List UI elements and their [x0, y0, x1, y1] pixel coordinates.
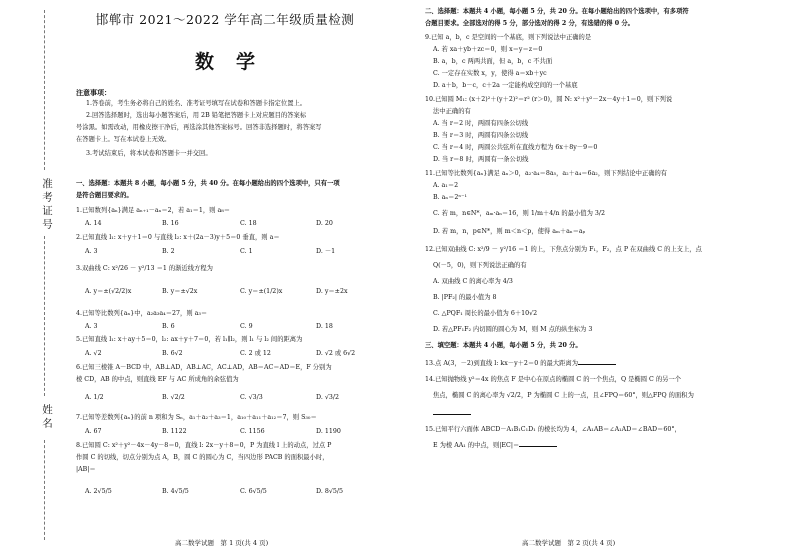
- question-10: 10.已知圆 M₁: (x＋2)²＋(y＋2)²＝r² (r＞0)，圆 N: x²＋y²－2x－4y＋1＝0，则下列说: [425, 96, 673, 103]
- option: B. |PF₂| 的最小值为 8: [433, 294, 497, 301]
- option: A. a₁＝2: [433, 182, 459, 189]
- option: C. 当 r＝4 时，两圆公共弦所在直线方程为 6x＋8y－9＝0: [433, 144, 598, 151]
- option: C. √3/3: [240, 394, 263, 401]
- option: B. 6√2: [162, 350, 183, 357]
- option: D. 1190: [316, 428, 341, 435]
- notice-line: 2.回答选择题时，选出每小题答案后，用 2B 铅笔把答题卡上对应题目的答案标: [86, 112, 307, 119]
- name-label: 姓名: [41, 404, 53, 431]
- question-13-text: 13.点 A(3，－2)到直线 l: kx－y＋2＝0 的最大距离为: [425, 360, 579, 367]
- page-footer: 高二数学试题 第 1 页(共 4 页): [175, 539, 269, 547]
- option: A. 2√5/5: [85, 488, 112, 495]
- question-2: 2.已知直线 l₁: x＋y＋1＝0 与直线 l₂: x＋(2a－3)y＋5＝0 垂直，则 a＝: [76, 234, 280, 241]
- option: C. 一定存在实数 x，y，使得 a＝xb＋yc: [433, 70, 547, 77]
- option: B. a，b，c 两两共面，但 a，b，c 不共面: [433, 58, 553, 65]
- question-5: 5.已知直线 l₁: x＋ay＋5＝0，l₂: ax＋y＋7＝0，若 l₁∥l₂，则 l₁ 与 l₂ 间的距离为: [76, 336, 303, 343]
- answer-blank: [578, 358, 616, 365]
- question-8: 8.已知圆 C: x²＋y²－4x－4y－8＝0，直线 l: 2x－y＋8＝0，P 为直线 l 上的动点，过点 P: [76, 442, 332, 449]
- question-1: 1.已知数列{aₙ}满足 aₙ₊₁－aₙ＝2，若 a₁＝1，则 a₈＝: [76, 207, 231, 214]
- option: A. 双曲线 C 的离心率为 4/3: [433, 278, 513, 285]
- question-14-cont: 焦点，椭圆 C 的离心率为 √2/2，P 为椭圆 C 上的一点，且∠FPQ＝60°，则△FPQ 的面积为: [433, 392, 694, 399]
- notice-heading: 注意事项：: [76, 88, 111, 97]
- option: B. 16: [162, 220, 179, 227]
- question-6: 6.已知三棱锥 A－BCD 中，AB⊥AD，AB⊥AC，AC⊥AD，AB＝AC＝AD＝E，F 分别为: [76, 364, 332, 371]
- question-15-cont: [433, 440, 557, 450]
- option: D. 若 m，n，p∈N*，则 m＜n＜p，使得 aₘ＋aₙ＝aₚ: [433, 228, 586, 235]
- option: D. 当 r＝8 时，两圆有一条公切线: [433, 156, 529, 163]
- option: D. 若△PF₁F₂ 内切圆的圆心为 M，则 M 点的纵坐标为 3: [433, 326, 593, 333]
- option: B. 4√5/5: [162, 488, 189, 495]
- option: D. 8√5/5: [316, 488, 343, 495]
- exam-number-label: 准考证号: [41, 178, 53, 232]
- option: D. 18: [316, 323, 333, 330]
- option: C. 若 m，n∈N*，aₘ·aₙ＝16，则 1/m＋4/n 的最小值为 3/2: [433, 210, 606, 217]
- section-2-heading: 二、选择题：本题共 4 小题，每小题 5 分，共 20 分。在每小题给出的四个选项中，有多项符: [425, 8, 689, 15]
- option: B. 1122: [162, 428, 187, 435]
- option: C. y＝±(1/2)x: [240, 288, 283, 295]
- page-2: [397, 0, 794, 551]
- option: B. √2/2: [162, 394, 185, 401]
- question-15-text: E 为棱 AA₁ 的中点，则|EC|＝: [433, 442, 520, 449]
- question-3: 3.双曲线 C: x²/26 － y²/13 ＝1 的渐近线方程为: [76, 265, 213, 272]
- question-6-cont: 棱 CD，AB 的中点，则直线 EF 与 AC 所成角的余弦值为: [76, 376, 239, 383]
- option: A. 3: [85, 323, 98, 330]
- answer-blank: [519, 440, 557, 447]
- notice-line: 号涂黑。如需改动，用橡皮擦干净后，再选涂其他答案标号。回答非选择题时，将答案写: [76, 124, 322, 131]
- option: B. aₙ＝2ⁿ⁻¹: [433, 194, 467, 201]
- option: A. 14: [85, 220, 102, 227]
- section-1-heading: 一、选择题：本题共 8 小题，每小题 5 分，共 40 分。在每小题给出的四个选项中，只有一项: [76, 180, 340, 187]
- binding-margin: [0, 0, 70, 551]
- option: B. 当 r＝3 时，两圆有四条公切线: [433, 132, 529, 139]
- notice-line: 3.考试结束后，将本试卷和答题卡一并交回。: [86, 150, 212, 157]
- question-9: 9.已知 a，b，c 是空间的一个基底，则下列说法中正确的是: [425, 34, 592, 41]
- option: C. △PQF₁ 周长的最小值为 6＋10√2: [433, 310, 538, 317]
- option: A. 3: [85, 248, 98, 255]
- section-3-heading: 三、填空题：本题共 4 小题，每小题 5 分，共 20 分。: [425, 342, 582, 349]
- question-14: 14.已知抛物线 y²＝4x 的焦点 F 是中心在原点的椭圆 C 的一个焦点，Q 是椭圆 C 的另一个: [425, 376, 682, 383]
- option: C. 18: [240, 220, 257, 227]
- cut-line: [44, 440, 45, 540]
- question-8-cont: |AB|＝: [76, 466, 96, 473]
- notice-line: 1.答卷前，考生务必将自己的姓名、准考证号填写在试卷和答题卡指定位置上。: [86, 100, 307, 107]
- cut-line: [44, 236, 45, 396]
- question-13: [425, 358, 616, 368]
- page-footer: 高二数学试题 第 2 页(共 4 页): [522, 539, 616, 547]
- option: D. √3/2: [316, 394, 339, 401]
- option: D. a＋b，b－c，c＋2a 一定能构成空间的一个基底: [433, 82, 578, 89]
- option: B. 6: [162, 323, 175, 330]
- option: C. 1156: [240, 428, 265, 435]
- option: A. 1/2: [85, 394, 104, 401]
- question-7: 7.已知等差数列{aₙ}的前 n 项和为 Sₙ，a₁＋a₂＋a₃＝1，a₁₀＋a₁₁＋a₁₂＝7，则 S₃₀＝: [76, 414, 317, 421]
- question-4: 4.已知等比数列{aₙ}中，a₂a₃a₄＝27，则 a₃＝: [76, 310, 208, 317]
- option: C. 2 或 12: [240, 350, 271, 357]
- option: A. y＝±(√2/2)x: [85, 288, 132, 295]
- section-2-heading: 合题目要求。全部选对的得 5 分，部分选对的得 2 分，有选错的得 0 分。: [425, 20, 634, 27]
- option: D. －1: [316, 248, 336, 255]
- option: C. 1: [240, 248, 253, 255]
- question-12: 12.已知双曲线 C: x²/9 － y²/16 ＝1 的上，下焦点分别为 F₁，F₂，点 P 在双曲线 C 的上支上，点: [425, 246, 702, 253]
- question-12-cont: Q(－5，0)，则下列说法正确的有: [433, 262, 527, 269]
- option: A. √2: [85, 350, 102, 357]
- option: D. √2 或 6√2: [316, 350, 356, 357]
- exam-title: 邯郸市 2021～2022 学年高二年级质量检测: [95, 12, 355, 27]
- option: A. 67: [85, 428, 102, 435]
- option: B. 2: [162, 248, 175, 255]
- cut-line: [44, 10, 45, 170]
- section-1-heading: 是符合题目要求的。: [76, 192, 133, 199]
- subject-title: 数学: [194, 51, 277, 73]
- option: A. 若 xa＋yb＋zc＝0，则 x＝y＝z＝0: [433, 46, 543, 53]
- question-10-cont: 法中正确的有: [433, 108, 471, 115]
- option: A. 当 r＝2 时，两圆有四条公切线: [433, 120, 529, 127]
- option: C. 9: [240, 323, 253, 330]
- question-14-blank-line: [433, 408, 471, 418]
- question-11: 11.已知等比数列{aₙ}满足 aₙ＞0，a₂·a₄＝8a₅，a₂＋a₄＝6a₂，则下列结论中正确的有: [425, 170, 668, 177]
- option: C. 6√5/5: [240, 488, 267, 495]
- option: D. 20: [316, 220, 333, 227]
- question-15: 15.已知平行六面体 ABCD－A₁B₁C₁D₁ 的棱长均为 4，∠A₁AB＝∠A₁AD＝∠BAD＝60°，: [425, 426, 681, 433]
- option: B. y＝±√2x: [162, 288, 198, 295]
- option: D. y＝±2x: [316, 288, 348, 295]
- answer-blank: [433, 408, 471, 415]
- notice-line: 在答题卡上。写在本试卷上无效。: [76, 136, 171, 143]
- question-8-cont: 作圆 C 的切线，切点分别为点 A，B，圆 C 的圆心为 C，当四边形 PACB 的面积最小时，: [76, 454, 329, 461]
